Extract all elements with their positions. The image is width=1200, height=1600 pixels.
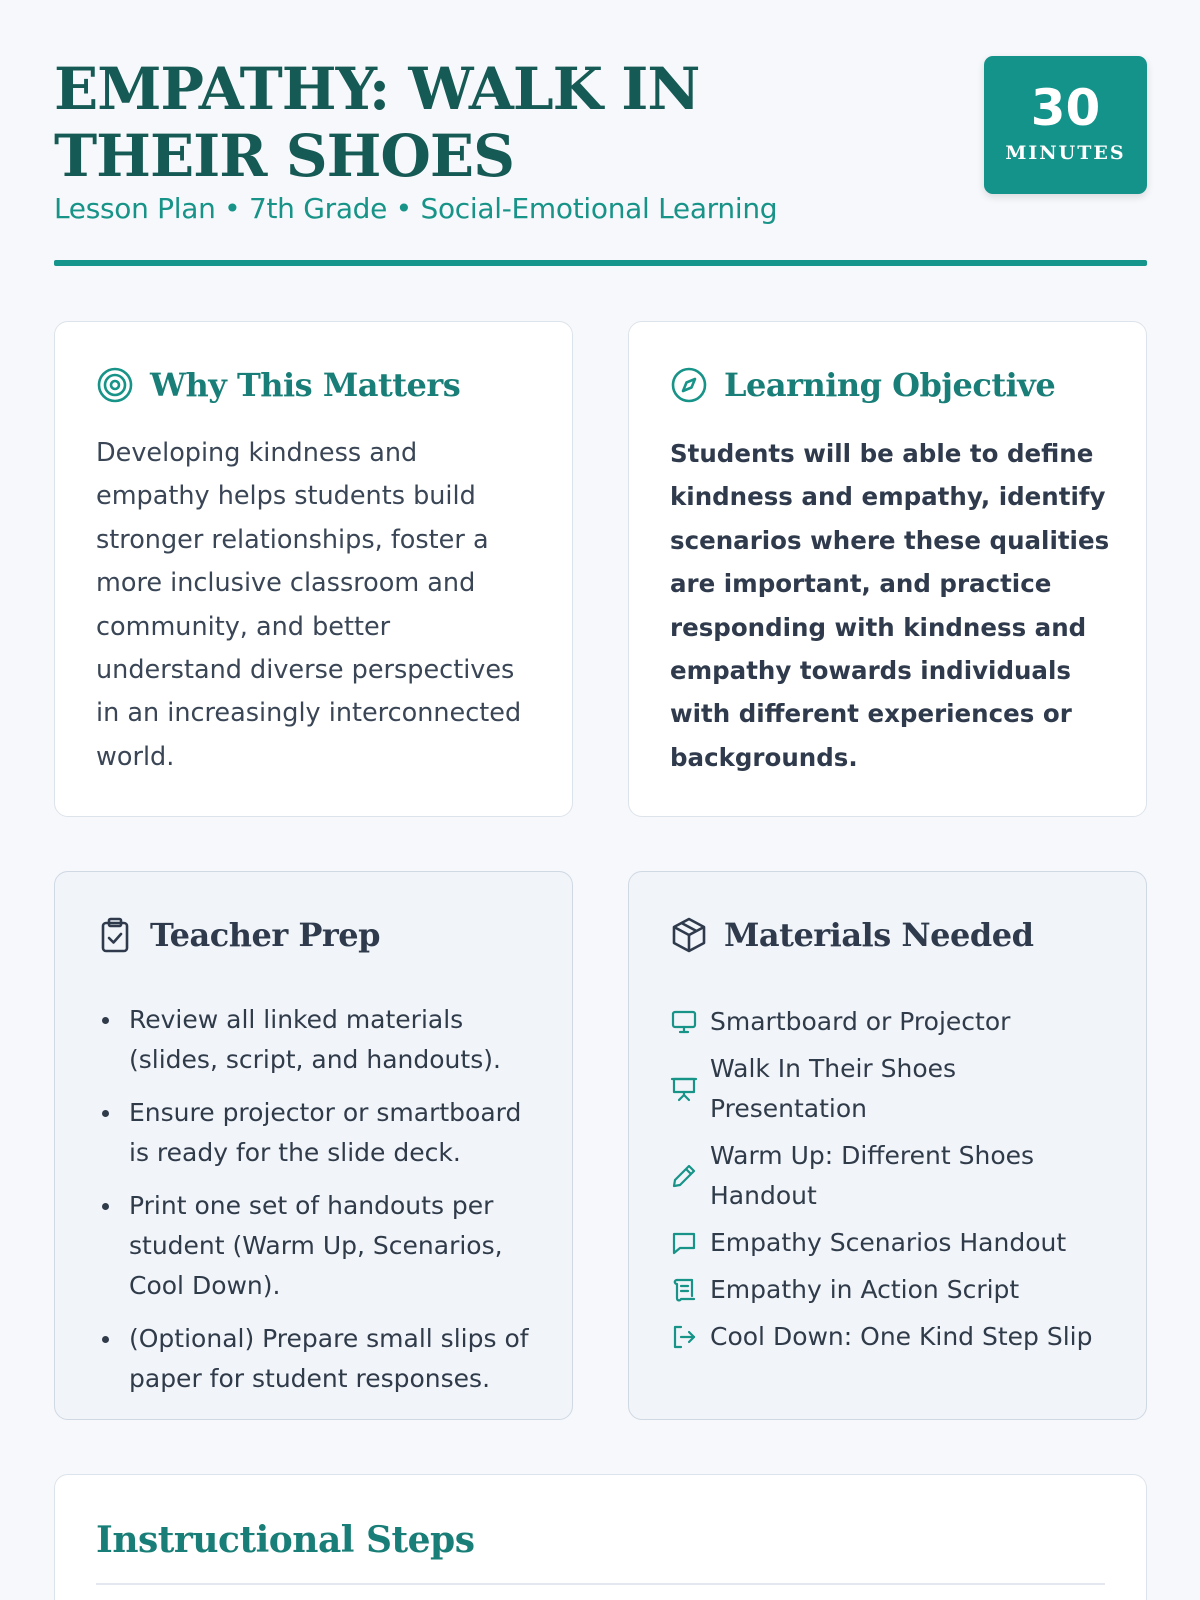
list-item: Ensure projector or smartboard is ready for the slide deck. — [96, 1093, 536, 1173]
compass-icon — [670, 366, 708, 404]
material-label: Cool Down: One Kind Step Slip — [710, 1322, 1093, 1351]
material-label: Empathy in Action Script — [710, 1275, 1020, 1304]
target-icon — [96, 366, 134, 404]
why-heading-row — [96, 366, 460, 404]
objective-heading-row — [670, 366, 1055, 404]
list-item — [670, 1223, 1120, 1263]
message-icon — [670, 1229, 698, 1257]
instructional-steps-card — [54, 1474, 1147, 1600]
materials-heading-row — [670, 916, 1033, 954]
pencil-icon — [670, 1162, 698, 1190]
list-item — [670, 1317, 1120, 1357]
log-out-icon — [670, 1323, 698, 1351]
duration-unit: MINUTES — [1005, 142, 1126, 164]
duration-value: 30 — [1030, 79, 1101, 137]
steps-heading: Instructional Steps — [96, 1519, 475, 1561]
learning-objective-card — [628, 321, 1147, 817]
steps-divider — [96, 1583, 1105, 1585]
material-label: Smartboard or Projector — [710, 1007, 1011, 1036]
header-divider — [54, 260, 1147, 266]
material-label: Warm Up: Different Shoes Handout — [710, 1141, 1035, 1210]
presentation-icon — [670, 1075, 698, 1103]
list-item — [670, 1136, 1120, 1216]
list-item — [670, 1002, 1120, 1042]
why-heading: Why This Matters — [150, 366, 461, 404]
material-label: Walk In Their Shoes Presentation — [710, 1054, 957, 1123]
list-item — [670, 1270, 1120, 1310]
prep-list — [96, 1000, 536, 1412]
why-text: Developing kindness and empathy helps students build stronger relationships, foster a more inclusive classroom and community, and better understand diverse perspectives in an increasingly interconnected world. — [96, 438, 522, 772]
package-icon — [670, 916, 708, 954]
monitor-icon — [670, 1008, 698, 1036]
list-item — [670, 1049, 1120, 1129]
prep-heading: Teacher Prep — [150, 916, 380, 954]
objective-heading: Learning Objective — [724, 366, 1056, 404]
objective-text: Students will be able to define kindness and empathy, identify scenarios where these qualities are important, and practice responding with kindness and empathy towards individuals with different experiences or backgrounds. — [670, 439, 1110, 772]
duration-badge — [984, 56, 1147, 194]
page-title: EMPATHY: WALK IN THEIR SHOES — [54, 55, 700, 190]
page-subtitle: Lesson Plan • 7th Grade • Social-Emotional Learning — [54, 192, 778, 225]
materials-heading: Materials Needed — [724, 916, 1034, 954]
clipboard-check-icon — [96, 916, 134, 954]
header — [54, 56, 1147, 268]
materials-needed-card — [628, 871, 1147, 1420]
materials-list — [670, 1002, 1120, 1364]
why-this-matters-card — [54, 321, 573, 817]
list-item: (Optional) Prepare small slips of paper for student responses. — [96, 1319, 536, 1399]
scroll-icon — [670, 1276, 698, 1304]
list-item: Print one set of handouts per student (Warm Up, Scenarios, Cool Down). — [96, 1186, 536, 1306]
teacher-prep-card — [54, 871, 573, 1420]
list-item: Review all linked materials (slides, script, and handouts). — [96, 1000, 536, 1080]
material-label: Empathy Scenarios Handout — [710, 1228, 1067, 1257]
prep-heading-row — [96, 916, 380, 954]
